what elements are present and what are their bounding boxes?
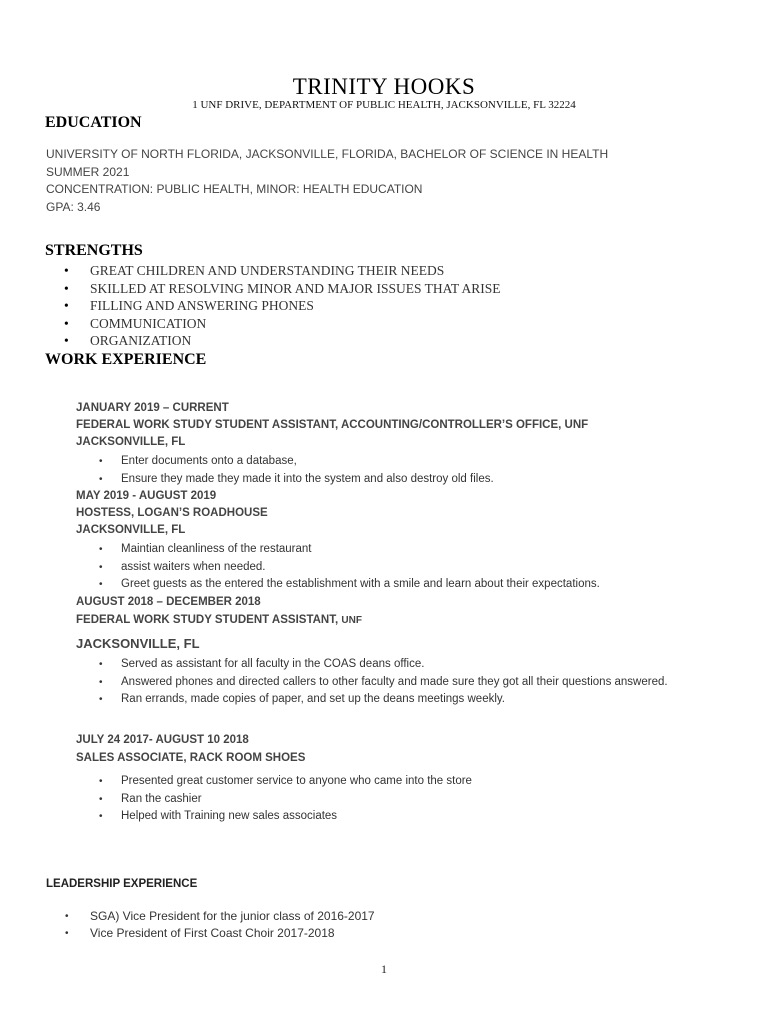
- job-2-dates: MAY 2019 - AUGUST 2019: [76, 490, 217, 502]
- job-1-title: FEDERAL WORK STUDY STUDENT ASSISTANT, ACCOUNTING/CONTROLLER’S OFFICE, UNF: [76, 419, 589, 431]
- job-3-title: [76, 614, 362, 626]
- work-experience-heading: WORK EXPERIENCE: [45, 351, 207, 368]
- candidate-name: TRINITY HOOKS: [292, 74, 476, 99]
- education-gpa: GPA: 3.46: [46, 200, 101, 214]
- job-4-dates: JULY 24 2017- AUGUST 10 2018: [76, 734, 249, 746]
- job-1-bullets: [0, 453, 681, 488]
- list-item: • Greet guests as the entered the establishment with a smile and learn about their expectations.: [0, 576, 681, 594]
- list-item: • Maintian cleanliness of the restaurant: [0, 541, 681, 559]
- list-item: • Answered phones and directed callers to other faculty and made sure they got all their questions answered.: [0, 674, 681, 692]
- education-heading: EDUCATION: [45, 114, 142, 131]
- job-2-bullets: [0, 541, 681, 594]
- strengths-heading: STRENGTHS: [45, 242, 143, 259]
- job-2-title: HOSTESS, LOGAN’S ROADHOUSE: [76, 507, 268, 519]
- list-item: • Vice President of First Coast Choir 2017-2018: [0, 925, 375, 942]
- job-3-bullets: [0, 656, 681, 709]
- list-item: • Presented great customer service to anyone who came into the store: [0, 773, 681, 791]
- list-item: • SGA) Vice President for the junior class of 2016-2017: [0, 908, 375, 925]
- job-3-title-text: FEDERAL WORK STUDY STUDENT ASSISTANT,: [76, 614, 339, 626]
- leadership-heading: LEADERSHIP EXPERIENCE: [46, 878, 198, 890]
- list-item: • Served as assistant for all faculty in the COAS deans office.: [0, 656, 681, 674]
- strengths-list: [0, 262, 501, 350]
- list-item: • assist waiters when needed.: [0, 559, 681, 577]
- list-item: • COMMUNICATION: [0, 315, 501, 333]
- list-item: • Ran the cashier: [0, 791, 681, 809]
- job-4-title: SALES ASSOCIATE, RACK ROOM SHOES: [76, 752, 306, 764]
- list-item: • ORGANIZATION: [0, 332, 501, 350]
- leadership-list: [0, 908, 375, 942]
- candidate-address: 1 UNF DRIVE, DEPARTMENT OF PUBLIC HEALTH, JACKSONVILLE, FL 32224: [192, 99, 576, 111]
- job-3-location: JACKSONVILLE, FL: [76, 636, 200, 651]
- job-3-title-suffix: UNF: [341, 615, 362, 626]
- education-school: UNIVERSITY OF NORTH FLORIDA, JACKSONVILLE, FLORIDA, BACHELOR OF SCIENCE IN HEALTH: [46, 147, 609, 161]
- list-item: • GREAT CHILDREN AND UNDERSTANDING THEIR NEEDS: [0, 262, 501, 280]
- list-item: • SKILLED AT RESOLVING MINOR AND MAJOR ISSUES THAT ARISE: [0, 280, 501, 298]
- list-item: • Helped with Training new sales associates: [0, 808, 681, 826]
- job-2-location: JACKSONVILLE, FL: [76, 524, 186, 536]
- job-1-dates: JANUARY 2019 – CURRENT: [76, 402, 229, 414]
- list-item: • FILLING AND ANSWERING PHONES: [0, 297, 501, 315]
- list-item: • Ensure they made they made it into the system and also destroy old files.: [0, 471, 681, 489]
- education-concentration: CONCENTRATION: PUBLIC HEALTH, MINOR: HEALTH EDUCATION: [46, 182, 423, 196]
- list-item: • Ran errands, made copies of paper, and set up the deans meetings weekly.: [0, 691, 681, 709]
- list-item: • Enter documents onto a database,: [0, 453, 681, 471]
- job-1-location: JACKSONVILLE, FL: [76, 436, 186, 448]
- page-number: 1: [381, 962, 387, 976]
- education-term: SUMMER 2021: [46, 165, 130, 179]
- job-3-dates: AUGUST 2018 – DECEMBER 2018: [76, 596, 261, 608]
- job-4-bullets: [0, 773, 681, 826]
